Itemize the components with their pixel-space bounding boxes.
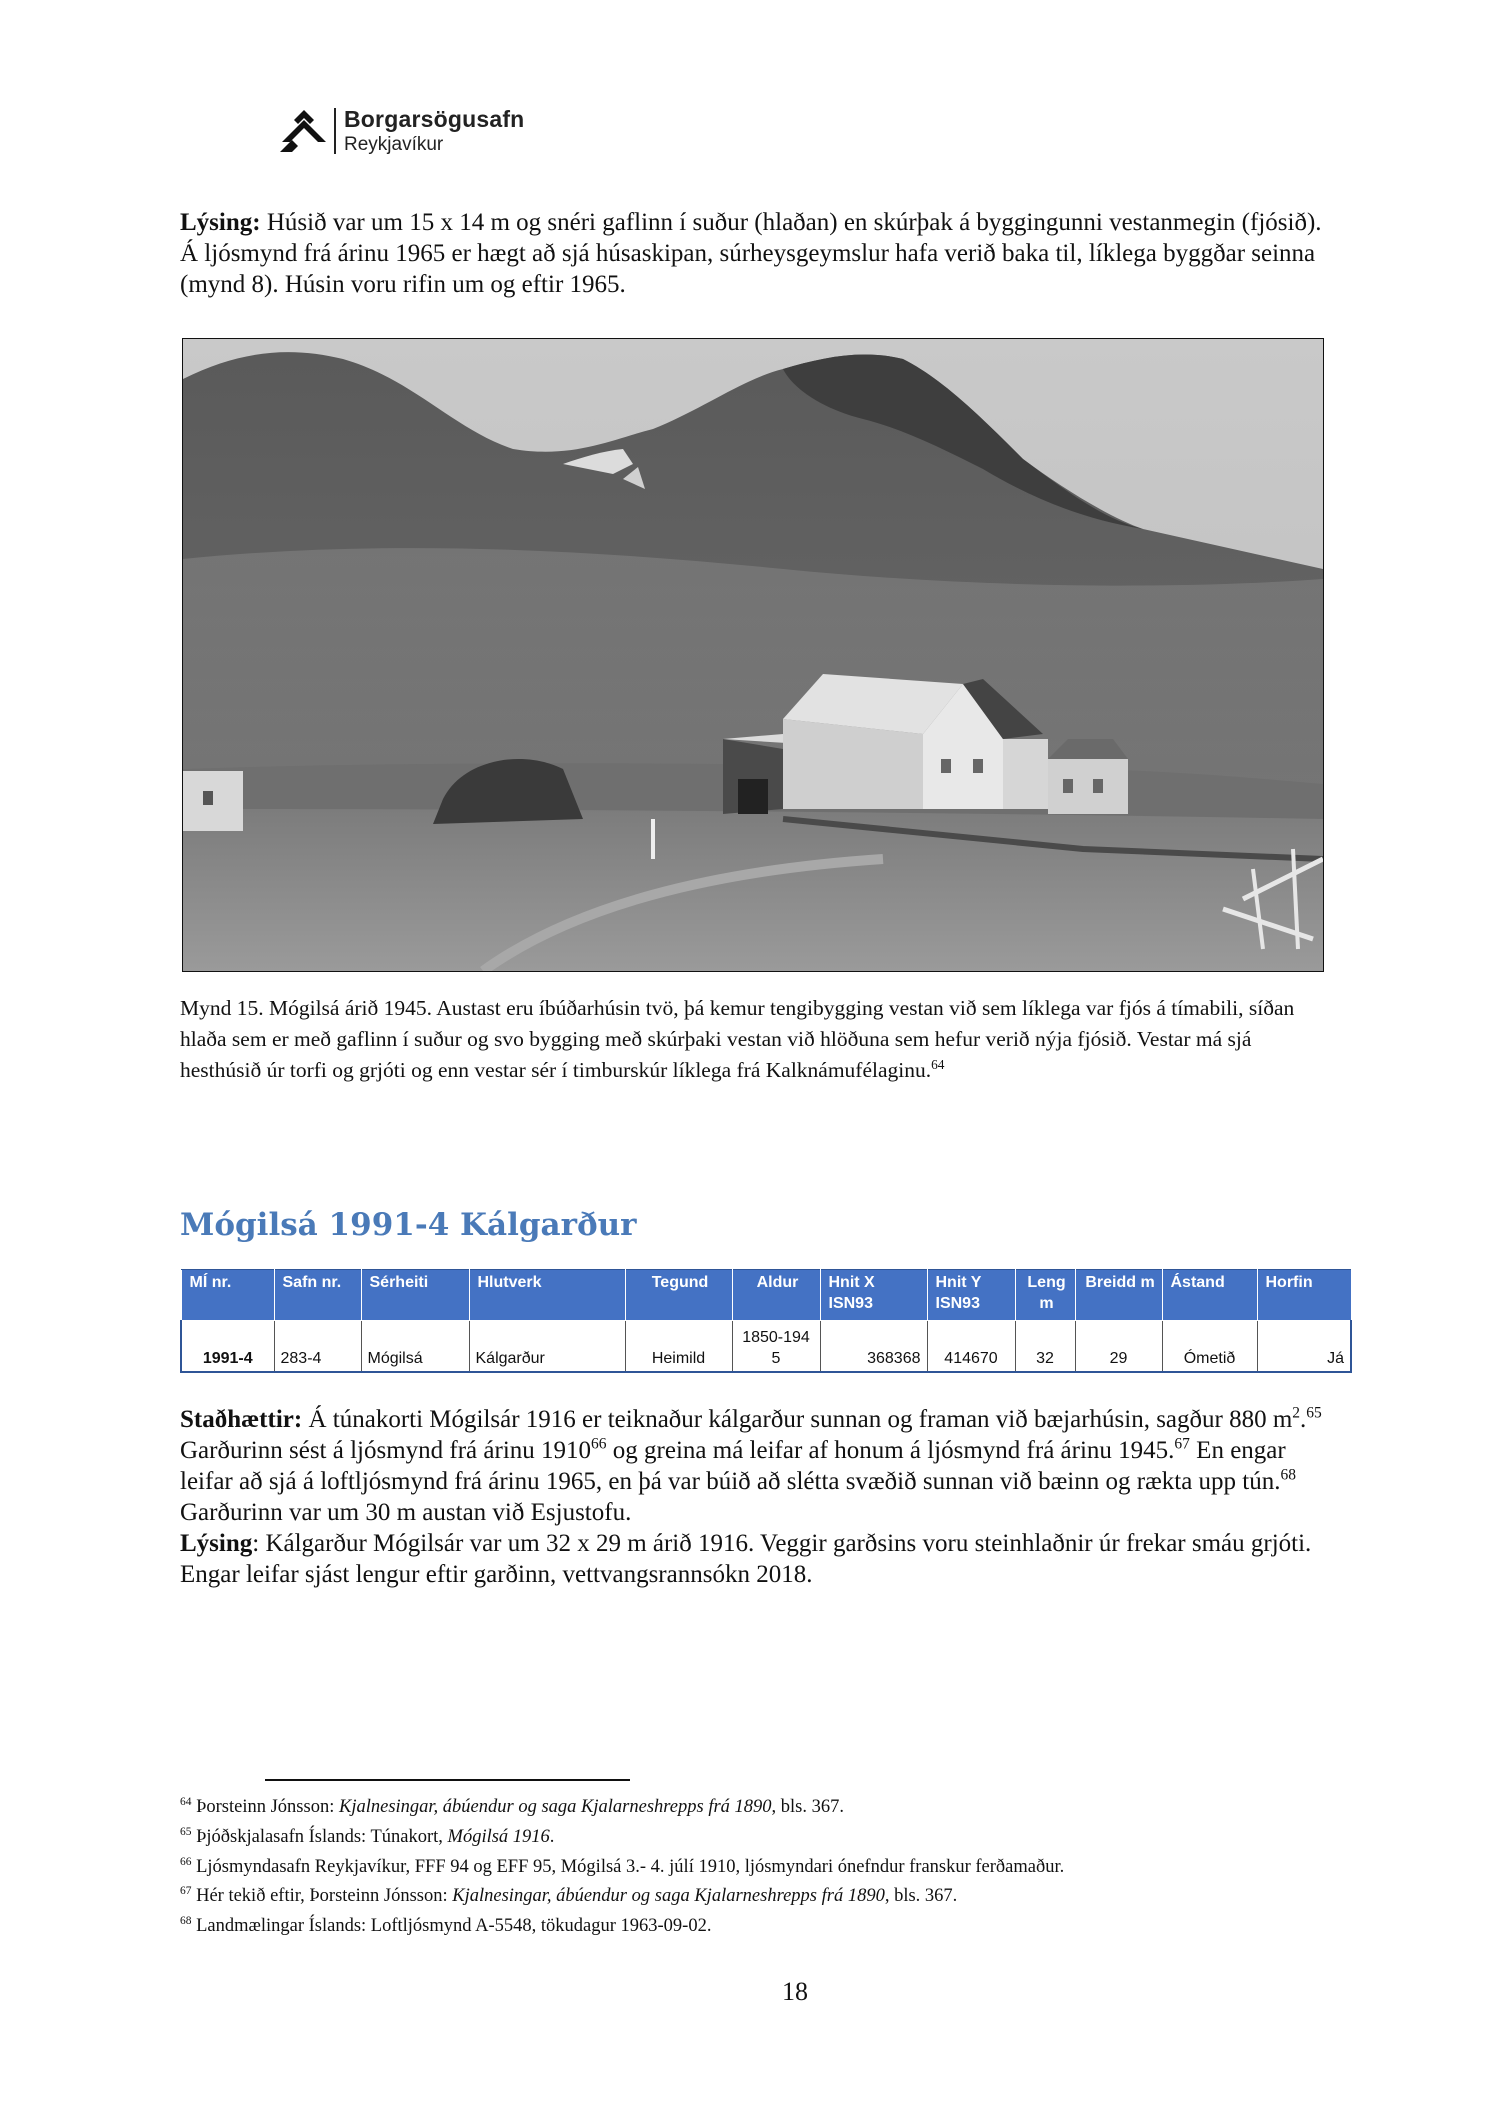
footnote-number: 66 xyxy=(180,1855,192,1868)
footnote-title: Mógilsá 1916 xyxy=(447,1827,550,1847)
header-astand: Ástand xyxy=(1162,1270,1257,1321)
footnote-text: Þorsteinn Jónsson: xyxy=(191,1797,339,1817)
page-number: 18 xyxy=(782,1977,808,2006)
site-conditions-text-4: og greina má leifar af honum á ljósmynd frá árinu 1945. xyxy=(606,1437,1175,1464)
footnote-text: Þjóðskjalasafn Íslands: Túnakort, xyxy=(191,1827,448,1847)
table-row xyxy=(181,1321,1351,1373)
museum-logo xyxy=(278,104,578,160)
site-conditions-paragraph xyxy=(180,1404,1330,1590)
historic-photograph xyxy=(182,338,1324,972)
logo-mark-icon xyxy=(278,108,330,156)
footnote-number: 64 xyxy=(180,1795,192,1808)
footnote-item xyxy=(180,1855,1330,1879)
cell-astand: Ómetið xyxy=(1162,1321,1257,1373)
footnote-title: Kjalnesingar, ábúendur og saga Kjalarneshrepps frá 1890 xyxy=(338,1797,772,1817)
superscript-squared: 2 xyxy=(1292,1404,1301,1422)
cell-mi-nr: 1991-4 xyxy=(181,1321,274,1373)
description-text: Húsið var um 15 x 14 m og snéri gaflinn í suður (hlaðan) en skúrþak á byggingunni vestanmegin (fjósið). Á ljósmynd frá árinu 1965 er hægt að sjá húsaskipan, súrheysgeymslur hafa verið baka til, líklega byggðar seinna (mynd 8). Húsin voru rifin um og eftir 1965. xyxy=(180,209,1322,298)
footnote-separator xyxy=(265,1779,630,1781)
cell-breidd: 29 xyxy=(1075,1321,1162,1373)
header-lengd: Leng m xyxy=(1015,1270,1075,1321)
footnote-text: Ljósmyndasafn Reykjavíkur, FFF 94 og EFF 95, Mógilsá 3.- 4. júlí 1910, ljósmyndari ónefndur franskur ferðamaður. xyxy=(191,1857,1065,1877)
header-horfin: Horfin xyxy=(1257,1270,1351,1321)
cell-safn-nr: 283-4 xyxy=(274,1321,361,1373)
site-conditions-text-1: Á túnakorti Mógilsár 1916 er teiknaður kálgarður sunnan og framan við bæjarhúsin, sagður 880 m xyxy=(302,1406,1293,1433)
header-tegund: Tegund xyxy=(625,1270,732,1321)
footnote-title: Kjalnesingar, ábúendur og saga Kjalarneshrepps frá 1890 xyxy=(452,1886,885,1906)
footnote-item xyxy=(180,1795,1330,1819)
site-conditions-text-6: Garðurinn var um 30 m austan við Esjustofu. xyxy=(180,1499,632,1526)
section-heading: Mógilsá 1991-4 Kálgarður xyxy=(180,1207,637,1243)
footnote-item xyxy=(180,1825,1330,1849)
site-conditions-text-3: Garðurinn sést á ljósmynd frá árinu 1910 xyxy=(180,1437,592,1464)
header-aldur: Aldur xyxy=(732,1270,820,1321)
footnote-tail: , bls. 367. xyxy=(884,1886,958,1906)
footnote-ref-65: 65 xyxy=(1306,1404,1322,1422)
header-safn-nr: Safn nr. xyxy=(274,1270,361,1321)
footnote-text: Hér tekið eftir, Þorsteinn Jónsson: xyxy=(191,1886,453,1906)
description-paragraph xyxy=(180,207,1330,300)
footnote-item xyxy=(180,1884,1330,1908)
description2-label: Lýsing xyxy=(180,1530,253,1557)
caption-footnote-ref: 64 xyxy=(931,1056,945,1072)
footnote-item xyxy=(180,1914,1330,1938)
site-register-table xyxy=(180,1269,1352,1373)
description-label: Lýsing: xyxy=(180,209,261,236)
cell-tegund: Heimild xyxy=(625,1321,732,1373)
cell-hlutverk: Kálgarður xyxy=(469,1321,625,1373)
footnote-number: 67 xyxy=(180,1884,192,1897)
cell-hnit-y: 414670 xyxy=(927,1321,1015,1373)
cell-aldur: 1850-1945 xyxy=(732,1321,820,1373)
footnote-number: 65 xyxy=(180,1825,192,1838)
footnote-text: Landmælingar Íslands: Loftljósmynd A-5548, tökudagur 1963-09-02. xyxy=(191,1916,712,1936)
footnote-number: 68 xyxy=(180,1914,192,1927)
footnote-ref-66: 66 xyxy=(591,1435,607,1453)
header-hlutverk: Hlutverk xyxy=(469,1270,625,1321)
site-conditions-text-2: . xyxy=(1300,1406,1307,1433)
farm-photo-illustration xyxy=(183,339,1323,971)
logo-name: Borgarsögusafn xyxy=(344,106,525,132)
footnote-tail: . xyxy=(549,1827,555,1847)
header-serheiti: Sérheiti xyxy=(361,1270,469,1321)
logo-divider xyxy=(334,108,336,154)
logo-subtitle: Reykjavíkur xyxy=(344,134,444,155)
cell-horfin: Já xyxy=(1257,1321,1351,1373)
header-breidd: Breidd m xyxy=(1075,1270,1162,1321)
cell-hnit-x: 368368 xyxy=(820,1321,927,1373)
footnote-tail: , bls. 367. xyxy=(771,1797,844,1817)
cell-lengd: 32 xyxy=(1015,1321,1075,1373)
cell-serheiti: Mógilsá xyxy=(361,1321,469,1373)
table-header-row xyxy=(181,1270,1351,1321)
footnote-ref-67: 67 xyxy=(1174,1435,1190,1453)
figure-caption xyxy=(180,993,1330,1086)
header-hnit-x: Hnit X ISN93 xyxy=(820,1270,927,1321)
site-conditions-text-5: En engar leifar að sjá á loftljósmynd frá árinu 1965, en þá var búið að slétta svæðið sunnan við bæinn og rækta upp tún. xyxy=(180,1437,1286,1495)
footnote-ref-68: 68 xyxy=(1280,1466,1296,1484)
figure-caption-text: Mynd 15. Mógilsá árið 1945. Austast eru íbúðarhúsin tvö, þá kemur tengibygging vestan við sem líklega var fjós á tímabili, síðan hlaða sem er með gaflinn í suður og svo bygging með skúrþaki vestan við hlöðuna sem hefur verið nýja fjósið. Vestar má sjá hesthúsið úr torfi og grjóti og enn vestar sér í timburskúr líklega frá Kalknámufélaginu. xyxy=(180,996,1295,1082)
description2-text: : Kálgarður Mógilsár var um 32 x 29 m árið 1916. Veggir garðsins voru steinhlaðnir úr frekar smáu grjóti. Engar leifar sjást lengur eftir garðinn, vettvangsrannsókn 2018. xyxy=(180,1530,1312,1588)
site-conditions-label: Staðhættir: xyxy=(180,1406,303,1433)
header-mi-nr: MÍ nr. xyxy=(181,1270,274,1321)
header-hnit-y: Hnit Y ISN93 xyxy=(927,1270,1015,1321)
